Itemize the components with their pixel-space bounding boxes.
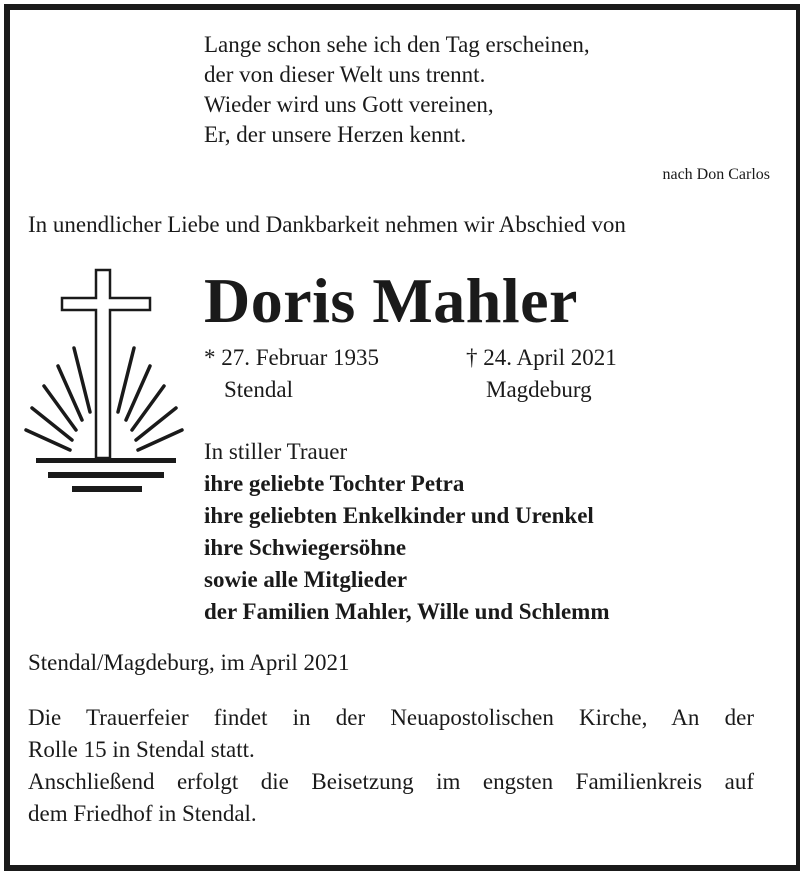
poem <box>204 30 590 150</box>
birth-date: * 27. Februar 1935 <box>204 345 380 370</box>
mourner-line: ihre Schwiegersöhne <box>204 535 407 560</box>
mourner-line: sowie alle Mitglieder <box>204 567 408 592</box>
cross-sunrise-icon <box>18 262 194 498</box>
mourners <box>204 436 610 628</box>
service-info <box>28 702 754 830</box>
death-info <box>466 342 617 406</box>
poem-line: Lange schon sehe ich den Tag erscheinen, <box>204 32 590 57</box>
deceased-name: Doris Mahler <box>204 265 578 336</box>
mourner-line: der Familien Mahler, Wille und Schlemm <box>204 599 610 624</box>
mourners-heading: In stiller Trauer <box>204 439 348 464</box>
mourner-line: ihre geliebten Enkelkinder und Urenkel <box>204 503 594 528</box>
poem-attribution: nach Don Carlos <box>662 166 770 183</box>
poem-line: der von dieser Welt uns trennt. <box>204 62 486 87</box>
service-line: dem Friedhof in Stendal. <box>28 801 257 826</box>
intro-text: In unendlicher Liebe und Dankbarkeit nehmen wir Abschied von <box>28 212 626 237</box>
birth-place: Stendal <box>224 377 293 402</box>
service-line: Anschließend erfolgt die Beisetzung im engsten Familienkreis auf <box>28 769 754 794</box>
death-place: Magdeburg <box>486 377 592 402</box>
poem-line: Er, der unsere Herzen kennt. <box>204 122 467 147</box>
poem-line: Wieder wird uns Gott vereinen, <box>204 92 494 117</box>
death-date: † 24. April 2021 <box>466 345 617 370</box>
place-date: Stendal/Magdeburg, im April 2021 <box>28 650 350 675</box>
mourner-line: ihre geliebte Tochter Petra <box>204 471 465 496</box>
service-line: Rolle 15 in Stendal statt. <box>28 737 255 762</box>
service-line: Die Trauerfeier findet in der Neuapostolischen Kirche, An der <box>28 705 754 730</box>
birth-info <box>204 342 379 406</box>
